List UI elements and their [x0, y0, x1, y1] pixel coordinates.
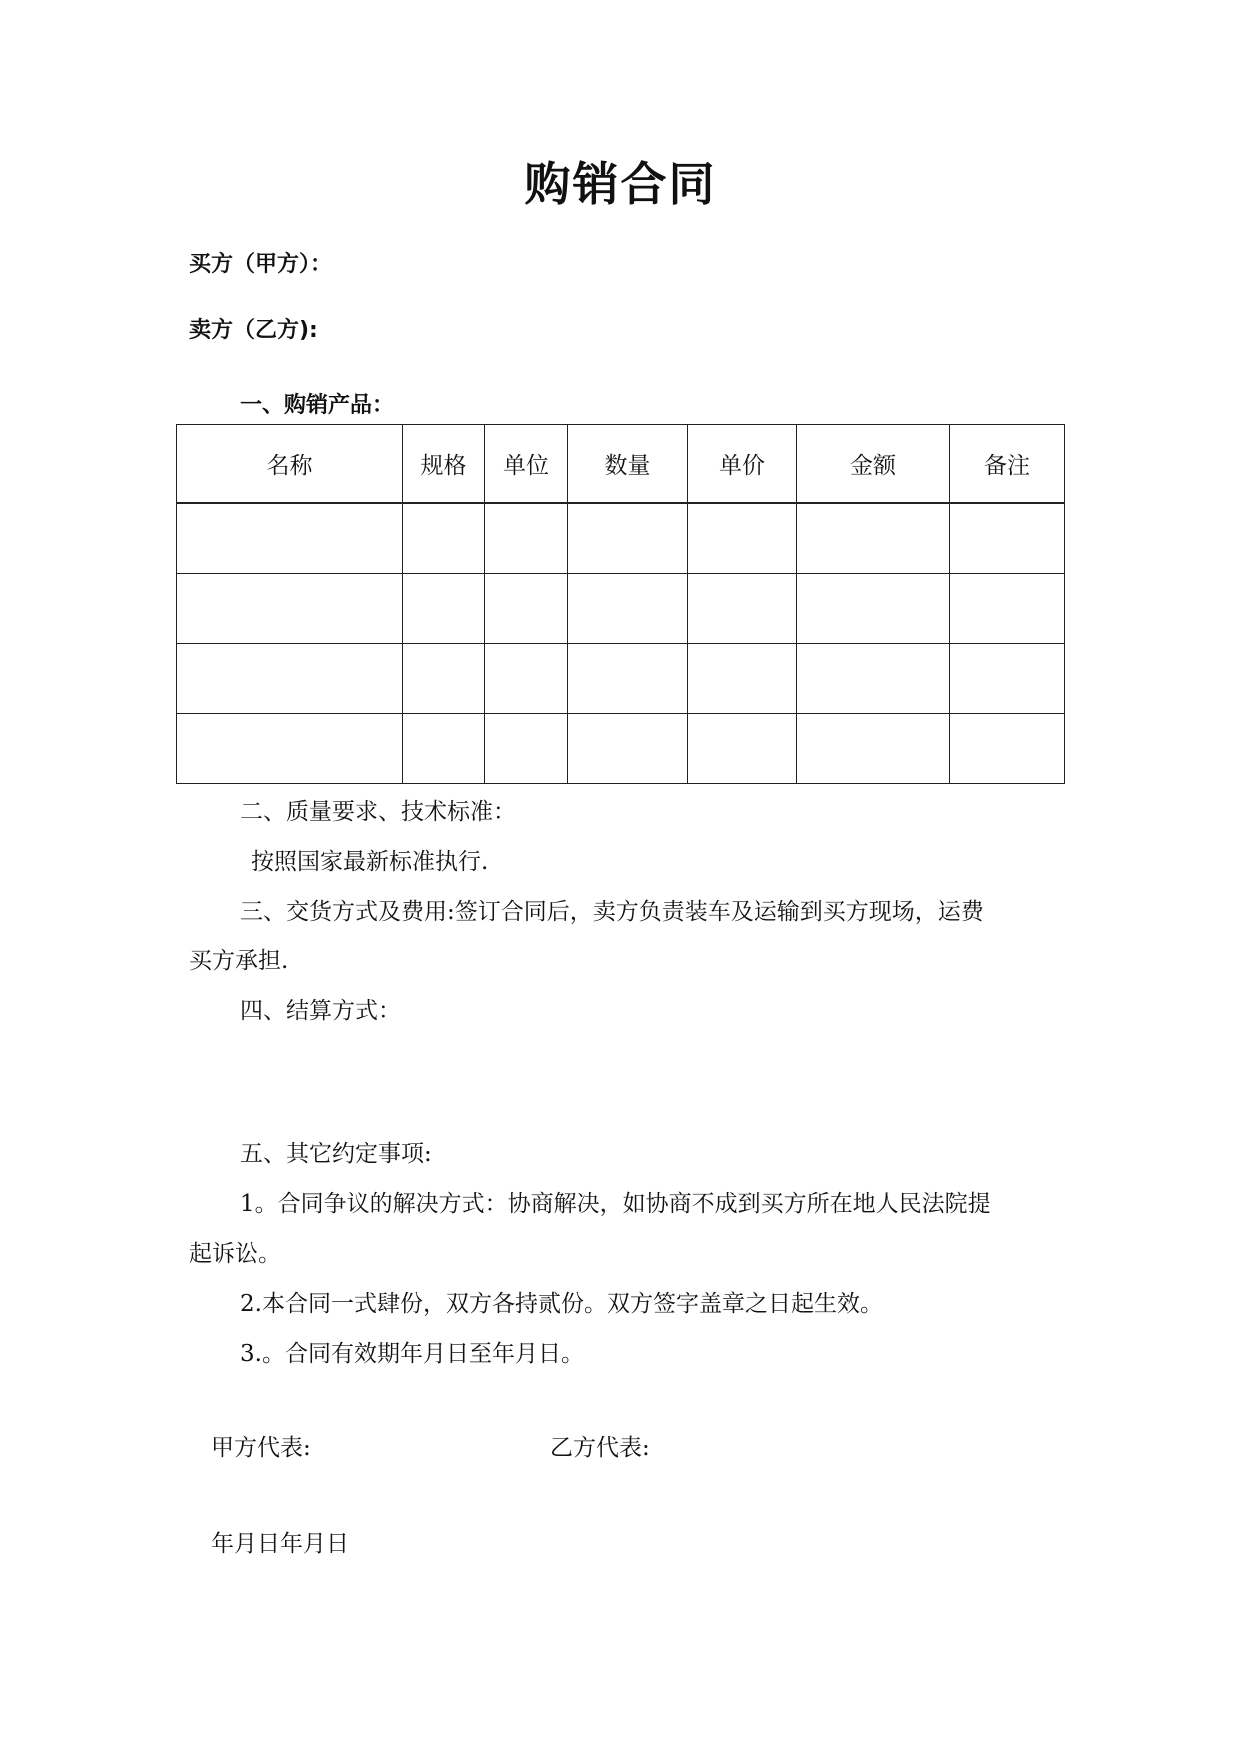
table-cell[interactable] — [177, 714, 403, 784]
header-name: 名称 — [177, 425, 403, 504]
table-cell[interactable] — [177, 644, 403, 714]
table-cell[interactable] — [797, 574, 950, 644]
section-settlement-title: 四、结算方式： — [240, 998, 401, 1024]
clause-1-line1: 1。合同争议的解决方式：协商解决，如协商不成到买方所在地人民法院提 — [240, 1191, 991, 1217]
header-unit: 单位 — [485, 425, 568, 504]
table-row — [177, 714, 1065, 784]
table-cell[interactable] — [485, 574, 568, 644]
header-remarks: 备注 — [950, 425, 1065, 504]
clause-3: 3.。合同有效期年月日至年月日。 — [240, 1341, 584, 1367]
table-cell[interactable] — [950, 574, 1065, 644]
contract-title: 购销合同 — [524, 157, 717, 211]
section-quality-title: 二、质量要求、技术标准： — [240, 799, 516, 825]
table-cell[interactable] — [568, 644, 688, 714]
table-cell[interactable] — [797, 503, 950, 574]
header-unit-price: 单价 — [688, 425, 797, 504]
table-cell[interactable] — [403, 644, 485, 714]
seller-label: 卖方（乙方): — [189, 318, 318, 343]
table-cell[interactable] — [485, 644, 568, 714]
section-other-title: 五、其它约定事项: — [240, 1141, 432, 1167]
table-cell[interactable] — [403, 574, 485, 644]
table-row — [177, 644, 1065, 714]
signature-dates: 年月日年月日 — [211, 1531, 349, 1557]
header-quantity: 数量 — [568, 425, 688, 504]
clause-2: 2.本合同一式肆份，双方各持贰份。双方签字盖章之日起生效。 — [240, 1291, 883, 1317]
section-delivery-line2: 买方承担. — [189, 948, 289, 974]
table-cell[interactable] — [688, 574, 797, 644]
table-cell[interactable] — [950, 503, 1065, 574]
buyer-label: 买方（甲方）： — [189, 252, 333, 277]
clause-1-line2: 起诉讼。 — [189, 1241, 281, 1267]
table-cell[interactable] — [568, 503, 688, 574]
party-a-representative: 甲方代表: — [211, 1435, 311, 1461]
section-products-title: 一、购销产品： — [240, 393, 395, 418]
table-cell[interactable] — [950, 714, 1065, 784]
table-cell[interactable] — [485, 714, 568, 784]
table-cell[interactable] — [177, 503, 403, 574]
header-amount: 金额 — [797, 425, 950, 504]
table-cell[interactable] — [177, 574, 403, 644]
products-table — [176, 424, 1065, 784]
table-cell[interactable] — [485, 503, 568, 574]
table-cell[interactable] — [403, 714, 485, 784]
table-header-row — [177, 425, 1065, 504]
table-cell[interactable] — [568, 574, 688, 644]
table-cell[interactable] — [688, 503, 797, 574]
header-spec: 规格 — [403, 425, 485, 504]
table-cell[interactable] — [797, 714, 950, 784]
section-delivery-line1: 三、交货方式及费用:签订合同后，卖方负责装车及运输到买方现场，运费 — [240, 899, 984, 925]
party-b-representative: 乙方代表: — [550, 1435, 650, 1461]
table-cell[interactable] — [950, 644, 1065, 714]
table-cell[interactable] — [688, 714, 797, 784]
table-row — [177, 574, 1065, 644]
table-cell[interactable] — [568, 714, 688, 784]
table-row — [177, 503, 1065, 574]
table-cell[interactable] — [797, 644, 950, 714]
table-cell[interactable] — [688, 644, 797, 714]
section-quality-body: 按照国家最新标准执行. — [251, 849, 489, 875]
table-cell[interactable] — [403, 503, 485, 574]
